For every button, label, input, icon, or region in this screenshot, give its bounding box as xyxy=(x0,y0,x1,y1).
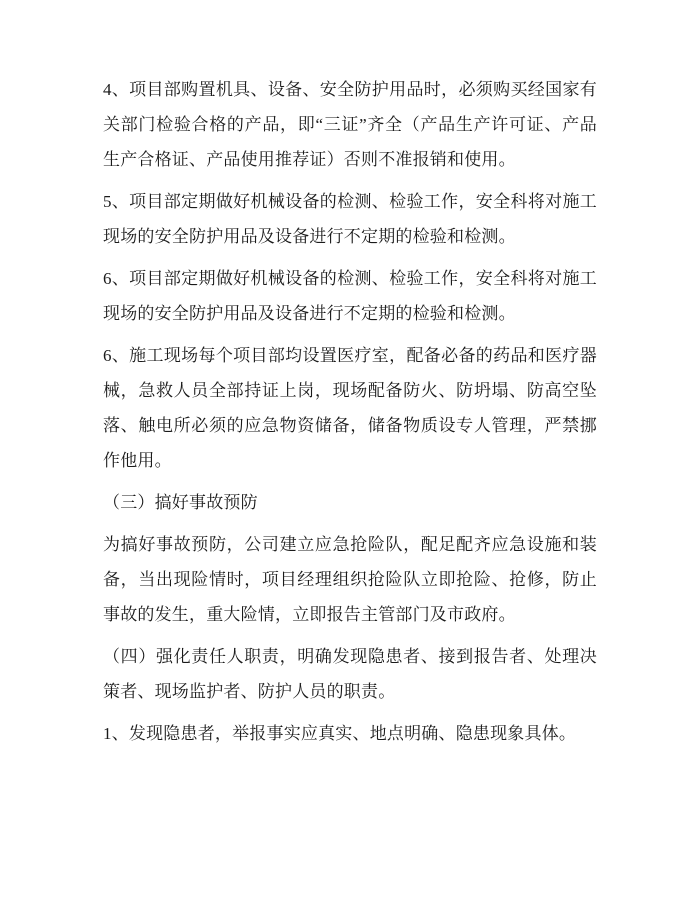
paragraph-medical-room: 6、施工现场每个项目部均设置医疗室，配备必备的药品和医疗器械，急救人员全部持证上岗，现场配备防火、防坍塌、防高空坠落、触电所必须的应急物资储备，储备物质设专人管理，严禁挪作他用。 xyxy=(103,346,597,470)
paragraph-emergency-rescue-team: 为搞好事故预防，公司建立应急抢险队，配足配齐应急设施和装备，当出现险情时，项目经理组织抢险队立即抢险、抢修，防止事故的发生，重大险情，立即报告主管部门及市政府。 xyxy=(103,535,597,624)
paragraph-machinery-inspection-2: 6、项目部定期做好机械设备的检测、检验工作，安全科将对施工现场的安全防护用品及设备进行不定期的检验和检测。 xyxy=(103,269,597,323)
paragraph-equipment-purchase: 4、项目部购置机具、设备、安全防护用品时，必须购买经国家有关部门检验合格的产品，即“三证”齐全（产品生产许可证、产品生产合格证、产品使用推荐证）否则不准报销和使用。 xyxy=(103,80,597,169)
paragraph-machinery-inspection-1: 5、项目部定期做好机械设备的检测、检验工作，安全科将对施工现场的安全防护用品及设备进行不定期的检验和检测。 xyxy=(103,192,597,246)
paragraph-heading-responsibilities: （四）强化责任人职责，明确发现隐患者、接到报告者、处理决策者、现场监护者、防护人员的职责。 xyxy=(103,647,597,701)
paragraph-heading-accident-prevention: （三）搞好事故预防 xyxy=(103,493,258,512)
paragraph-hazard-reporting: 1、发现隐患者，举报事实应真实、地点明确、隐患现象具体。 xyxy=(103,724,577,743)
